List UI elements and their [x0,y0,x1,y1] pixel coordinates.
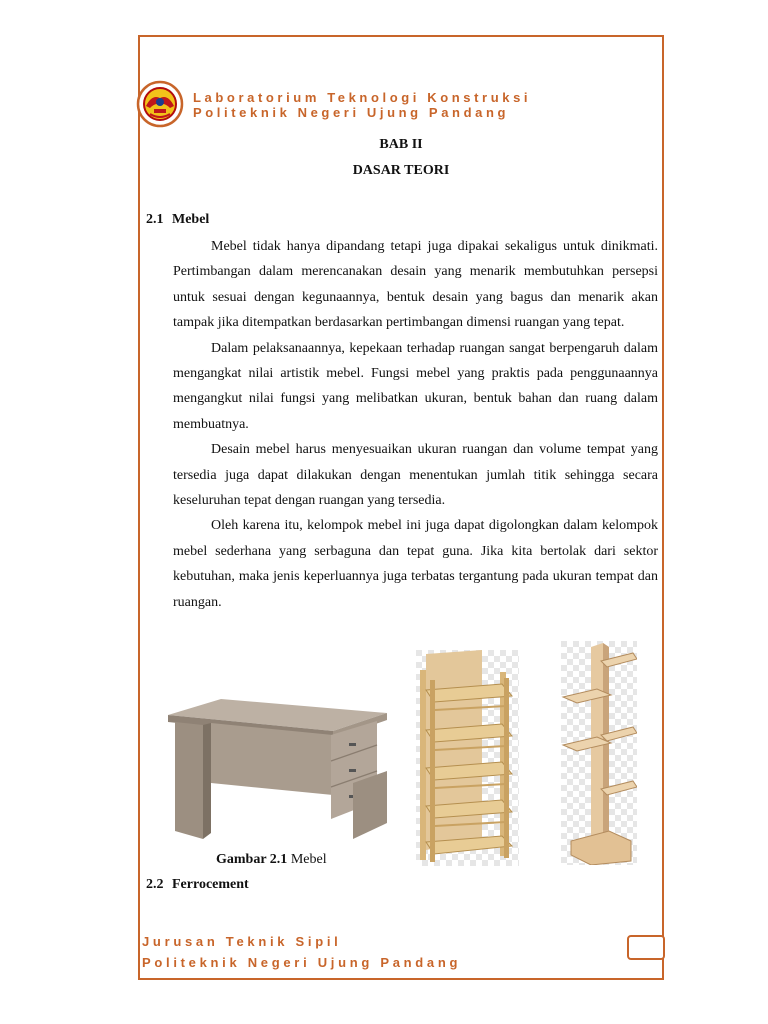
section-number: 2.1 [146,212,164,227]
shelf-rack-image [416,650,519,866]
paragraph: Dalam pelaksanaannya, kepekaan terhadap ruangan sangat berpengaruh dalam mengangkat nilai artistik mebel. Fungsi mebel yang praktis pada penggunaannya mengangkut nilai fungsi yang melibatkan ukuran, bentuk bahan dan ruang dalam membuatnya. [173,340,658,432]
section-number: 2.2 [146,877,164,892]
chapter-label: BAB II [379,137,423,152]
desk-image [163,673,389,841]
figure-label: Gambar 2.1 [216,852,288,867]
chapter-title: DASAR TEORI [352,163,450,178]
header-title [193,90,531,120]
page-number-box [627,935,665,960]
paragraph: Mebel tidak hanya dipandang tetapi juga dipakai sekaligus untuk dinikmati. Pertimbangan dalam merencanakan desain yang menarik membutuhkan persepsi untuk sesuai dengan kegunaannya, bentuk desain yang bagus dan menarik akan tampak jika ditempatkan berdasarkan pertimbangan dimensi ruangan yang tepat. [173,239,658,331]
footer-line-1: Jurusan Teknik Sipil [142,934,342,949]
header-line-1: Laboratorium Teknologi Konstruksi [193,90,532,105]
figure-caption-text: Mebel [290,852,327,867]
footer-line-2: Politeknik Negeri Ujung Pandang [142,955,462,970]
paragraph: Oleh karena itu, kelompok mebel ini juga dapat digolongkan dalam kelompok mebel sederhana yang serbaguna dan tepat guna. Jika kita bertolak dari sektor kebutuhan, maka jenis keperluannya juga terbatas tergantung pada ukuran tempat dan ruangan. [173,518,658,610]
institution-logo [136,80,184,128]
footer [142,931,461,973]
zigzag-shelf-image [561,641,637,865]
section-heading-ferrocement [146,877,249,893]
section-title: Mebel [172,212,210,227]
section-title: Ferrocement [172,877,249,892]
section-heading-mebel [146,212,209,228]
figure-caption [216,852,327,868]
header-line-2: Politeknik Negeri Ujung Pandang [193,105,510,120]
section-body-mebel [173,234,658,615]
paragraph: Desain mebel harus menyesuaikan ukuran ruangan dan volume tempat yang tersedia juga dapat dilakukan dengan menentukan jumlah titik sehingga secara keseluruhan tepat dengan ruangan yang tersedia. [173,442,658,509]
